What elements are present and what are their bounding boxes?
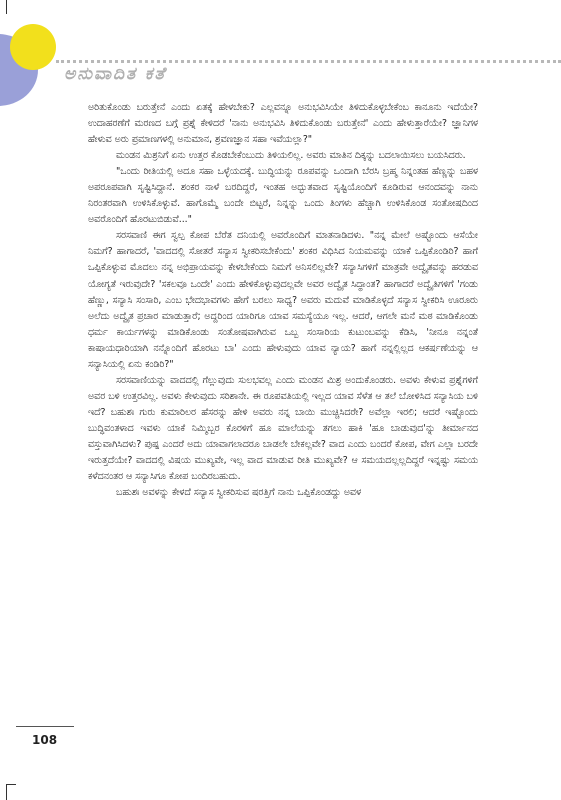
- section-title: ಅನುವಾದಿತ ಕತೆ: [64, 64, 167, 84]
- footer-rule: [16, 726, 74, 727]
- header-dotted-rule: [56, 60, 561, 63]
- paragraph-5: ಸರಸವಾಣಿಯನ್ನು ವಾದದಲ್ಲಿ ಗೆಲ್ಲುವುದು ಸುಲಭವಲ್ಲ ಎಂದು ಮಂಡನ ಮಿಶ್ರ ಅಂದುಕೊಂಡರು. ಅವಳು ಕೇಳುವ ಪ್ರಶ್ನೆಗಳಿಗೆ ಅವರ ಬಳಿ ಉತ್ತರವಿಲ್ಲ. ಅವಳು ಕೇಳುವುದು ಸರಿಶಾನೇ. ಈ ರೂಪವತಿಯಲ್ಲಿ ಇಲ್ಲದ ಯಾವ ಸೆಳೆತ ಆ ತಲೆ ಬೋಳಿಸಿದ ಸನ್ಯಾಸಿಯ ಬಳಿ ಇದೆ? ಬಹುಶಃ ಗುರು ಕುಮಾರಿಲರ ಹೆಸರನ್ನು ಹೇಳಿ ಅವರು ನನ್ನ ಬಾಯಿ ಮುಚ್ಚಿಸಿದರೇ? ಅವೆಲ್ಲಾ ಇರಲಿ; ಆದರೆ ಇಷ್ಟೊಂದು ಬುದ್ಧಿವಂತಳಾದ ಇವಳು ಯಾಕೆ ನಿಮ್ಮಿಬ್ಬರ ಕೊರಳಿಗೆ ಹೂ ಮಾಲೆಯನ್ನು ತಗಲು ಹಾಕಿ 'ಹೂ ಬಾಡುವುದ'ನ್ನು ತೀರ್ಮಾನದ ವಸ್ತುವಾಗಿಸಿದಳು? ಪುಷ್ಪ ಎಂದರೆ ಅದು ಯಾವಾಗಲಾದರೂ ಬಾಡಲೇ ಬೇಕಲ್ಲವೇ? ವಾದ ಎಂದು ಬಂದರೆ ಕೋಪ, ವೇಗ ಎಲ್ಲಾ ಬರದೇ ಇರುತ್ತದೆಯೇ? ವಾದದಲ್ಲಿ ವಿಷಯ ಮುಖ್ಯವೇ, ಇಲ್ಲ ವಾದ ಮಾಡುವ ರೀತಿ ಮುಖ್ಯವೇ? ಆ ಸಮಯದಲ್ಲಲ್ಲದಿದ್ದರೆ ಇನ್ನಷ್ಟು ಸಮಯ ಕಳೆದನಂತರ ಆ ಸನ್ಯಾಸಿಗೂ ಕೋಪ ಬಂದಿರಬಹುದು.: [88, 374, 478, 483]
- paragraph-4: ಸರಸವಾಣಿ ಈಗ ಸ್ವಲ್ಪ ಕೋಪ ಬೆರೆತ ದನಿಯಲ್ಲಿ ಅವರೊಂದಿಗೆ ಮಾತನಾಡಿದಳು. "ನನ್ನ ಮೇಲೆ ಅಷ್ಟೊಂದು ಆಸೆಯೇ ನಿಮಗೆ? ಹಾಗಾದರೆ, 'ವಾದದಲ್ಲಿ ಸೋತರೆ ಸನ್ಯಾಸ ಸ್ವೀಕರಿಸಬೇಕೆಂದು' ಶಂಕರ ವಿಧಿಸಿದ ನಿಯಮವನ್ನು ಯಾಕೆ ಒಪ್ಪಿಕೊಂಡಿರಿ? ಹಾಗೆ ಒಪ್ಪಿಕೊಳ್ಳುವ ಮೊದಲು ನನ್ನ ಅಭಿಪ್ರಾಯವನ್ನು ಕೇಳಬೇಕೆಂದು ನಿಮಗೆ ಅನಿಸಲಿಲ್ಲವೇ? ಸನ್ಯಾಸಿಗಳಿಗೆ ಮಾತ್ರವೇ ಅದ್ವೈತವನ್ನು ಹರಡುವ ಯೋಗ್ಯತೆ ಇರುವುದೇ? 'ಸಕಲವೂ ಒಂದೇ' ಎಂದು ಹೇಳಿಕೊಳ್ಳುವುದಲ್ಲವೇ ಅವರ ಅದ್ವೈತ ಸಿದ್ಧಾಂತ? ಹಾಗಾದರೆ ಅದ್ವೈತಿಗಳಿಗೆ 'ಗಂಡು ಹೆಣ್ಣು, ಸನ್ಯಾಸಿ ಸಂಸಾರಿ, ಎಂಬ ಭೇದಭಾವಗಳು ಹೇಗೆ ಬರಲು ಸಾಧ್ಯ? ಅವರು ಮದುವೆ ಮಾಡಿಕೊಳ್ಳದೆ ಸನ್ಯಾಸ ಸ್ವೀಕರಿಸಿ ಊರೂರು ಅಲೆದು ಅದ್ವೈತ ಪ್ರಚಾರ ಮಾಡುತ್ತಾರೆ; ಅದ್ದರಿಂದ ಯಾರಿಗೂ ಯಾವ ಸಮಸ್ಯೆಯೂ ಇಲ್ಲ. ಆದರೆ, ಆಗಲೇ ಮನೆ ಮಠ ಮಾಡಿಕೊಂಡು ಧರ್ಮ ಕಾರ್ಯಗಳನ್ನು ಮಾಡಿಕೊಂಡು ಸಂತೋಷವಾಗಿರುವ ಒಬ್ಬ ಸಂಸಾರಿಯ ಕುಟುಂಬವನ್ನು ಕೆಡಿಸಿ, 'ನೀನೂ ನನ್ನಂತೆ ಕಾಷಾಯಧಾರಿಯಾಗಿ ನನ್ನೊಂದಿಗೆ ಹೊರಟು ಬಾ' ಎಂದು ಹೇಳುವುದು ಯಾವ ನ್ಯಾಯ? ಹಾಗೆ ನನ್ನಲ್ಲಿಲ್ಲದ ಆಕರ್ಷಣೆಯನ್ನು ಆ ಸನ್ಯಾಸಿಯಲ್ಲಿ ಏನು ಕಂಡಿರಿ?": [88, 230, 478, 370]
- page-number: 108: [32, 733, 58, 747]
- paragraph-6: ಬಹುಶಃ ಅವಳನ್ನು ಕೇಳದೆ ಸನ್ಯಾಸ ಸ್ವೀಕರಿಸುವ ಷರತ್ತಿಗೆ ನಾನು ಒಪ್ಪಿಕೊಂಡದ್ದು ಅವಳ: [116, 487, 362, 499]
- crop-mark-bottom-horizontal: [6, 784, 16, 785]
- paragraph-2: ಮಂಡನ ಮಿಶ್ರನಿಗೆ ಏನು ಉತ್ತರ ಕೊಡಬೇಕೆಂಬುದು ತಿಳಿಯಲಿಲ್ಲ. ಅವರು ಮಾತಿನ ದಿಕ್ಕನ್ನು ಬದಲಾಯಿಸಲು ಬಯಸಿದರು.: [116, 150, 466, 162]
- paragraph-1: ಅರಿತುಕೊಂಡು ಬರುತ್ತೇನೆ ಎಂದು ಏತಕ್ಕೆ ಹೇಳಬೇಕು? ಎಲ್ಲವನ್ನೂ ಅನುಭವಿಸಿಯೇ ತಿಳಿದುಕೊಳ್ಳಬೇಕೆಂಬ ಕಾನೂನು ಇದೆಯೇ? ಉದಾಹರಣೆಗೆ ಮರಣದ ಬಗ್ಗೆ ಪ್ರಶ್ನೆ ಕೇಳಿದರೆ 'ನಾನು ಅನುಭವಿಸಿ ತಿಳಿದುಕೊಂಡು ಬರುತ್ತೇನೆ' ಎಂದು ಹೇಳುತ್ತಾರೆಯೇ? ಜ್ಞಾನಿಗಳ ಹೇಳುವ ಅರು ಪ್ರಮಾಣಗಳಲ್ಲಿ ಅನುಮಾನ, ಶ್ರವಣಜ್ಞಾನ ಸಹಾ ಇವೆಯಲ್ಲಾ?": [88, 102, 478, 146]
- paragraph-3: "ಒಂದು ರೀತಿಯಲ್ಲಿ ಅದೂ ಸಹಾ ಒಳ್ಳೆಯದಕ್ಕೆ. ಬುದ್ಧಿಯನ್ನು ರೂಪವನ್ನು ಒಂದಾಗಿ ಬೆರಸಿ ಬ್ರಹ್ಮ ನಿನ್ನಂತಹ ಹೆಣ್ಣನ್ನು ಬಹಳ ಅಪರೂಪವಾಗಿ ಸೃಷ್ಟಿಸಿದ್ದಾನೆ. ಶಂಕರ ನಾಳೆ ಬರದಿದ್ದರೆ, ಇಂತಹ ಅದ್ಭುತವಾದ ಸೃಷ್ಟಿಯೊಂದಿಗೆ ಕೂಡಿರುವ ಆನಂದವನ್ನು ನಾನು ನಿರಂತರವಾಗಿ ಉಳಿಸಿಕೊಳ್ಳುವೆ. ಹಾಗೊಮ್ಮೆ ಬಂದೇ ಬಿಟ್ಟರೆ, ನಿನ್ನನ್ನು ಒಂದು ತಿಂಗಳು ಹೆಚ್ಚಾಗಿ ಉಳಿಸಿಕೊಂಡ ಸಂತೋಷದಿಂದ ಅವರೊಂದಿಗೆ ಹೊರಟುಬಿಡುವೆ...": [88, 166, 478, 226]
- decorative-yellow-circle: [10, 24, 56, 70]
- article-body: [88, 100, 478, 501]
- crop-mark-bottom-vertical: [6, 784, 7, 800]
- crop-mark-top: [6, 0, 7, 14]
